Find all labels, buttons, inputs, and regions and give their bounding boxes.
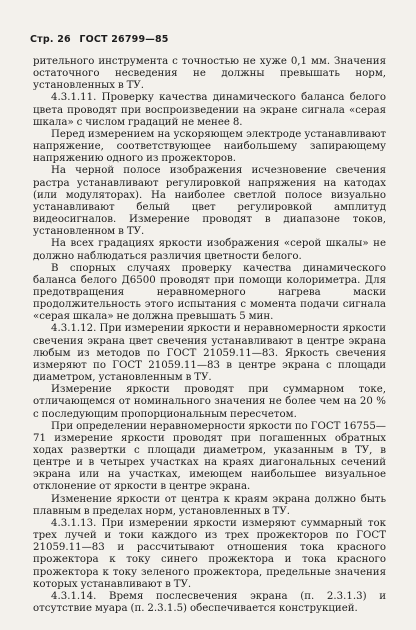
paragraph: При определении неравномерности яркости по ГОСТ 16755—71 измерение яркости проводят при погашенных обратных ходах развертки с площади диаметром, указанным в ТУ, в центре и в четырех участках на краях диагональных сечений экрана или на участках, имеющем наибольшее визуальное отклонение от яркости в центре экрана.: [33, 420, 386, 493]
paragraph: Измерение яркости проводят при суммарном токе, отличающемся от номинального значения не более чем на 20 % с последующим пропорциональным пересчетом.: [33, 384, 386, 420]
paragraph-4-3-1-12: 4.3.1.12. При измерении яркости и неравномерности яркости свечения экрана цвет свечения устанавливают в центре экрана любым из методов по ГОСТ 21059.11—83. Яркость свечения измеряют по ГОСТ 21059.11—83 в центре экрана с площади диаметром, установленным в ТУ.: [33, 323, 386, 384]
paragraph-4-3-1-13: 4.3.1.13. При измерении яркости измеряют суммарный ток трех лучей и токи каждого из трех прожекторов по ГОСТ 21059.11—83 и рассчитывают отношения тока красного прожектора к току синего прожектора и тока красного прожектора к току зеленого прожектора, предельные значения которых устанавливают в ТУ.: [33, 517, 386, 590]
paragraph-4-3-1-11: 4.3.1.11. Проверку качества динамического баланса белого цвета проводят при воспроизведении на экране сигнала «серая шкала» с числом градаций не менее 8.: [33, 92, 386, 128]
paragraph: На всех градациях яркости изображения «серой шкалы» не должно наблюдаться различия цветности белого.: [33, 238, 386, 262]
paragraph: В спорных случаях проверку качества динамического баланса белого Д6500 проводят при помощи колориметра. Для предотвращения неравномерного нагрева маски продолжительность этого испытания с момента подачи сигнала «серая шкала» не должна превышать 5 мин.: [33, 262, 386, 323]
paragraph-continuation: рительного инструмента с точностью не хуже 0,1 мм. Значения остаточного несведения не должны превышать норм, установленных в ТУ.: [33, 56, 386, 92]
page-number: Стр. 26: [30, 34, 71, 45]
paragraph: Перед измерением на ускоряющем электроде устанавливают напряжение, соответствующее наибольшему запирающему напряжению одного из прожекторов.: [33, 128, 386, 165]
document-body: [33, 56, 386, 615]
page-header: [30, 34, 174, 45]
standard-code: ГОСТ 26799—85: [79, 34, 169, 45]
paragraph: Изменение яркости от центра к краям экрана должно быть плавным в пределах норм, установленных в ТУ.: [33, 493, 386, 517]
paragraph-4-3-1-14: 4.3.1.14. Время послесвечения экрана (п. 2.3.1.3) и отсутствие муара (п. 2.3.1.5) обеспечивается конструкцией.: [33, 590, 386, 615]
paragraph: На черной полосе изображения исчезновение свечения растра устанавливают регулировкой напряжения на катодах (или модуляторах). На наиболее светлой полосе визуально устанавливают белый цвет регулировкой амплитуд видеосигналов. Измерение проводят в диапазоне токов, установленном в ТУ.: [33, 165, 386, 238]
